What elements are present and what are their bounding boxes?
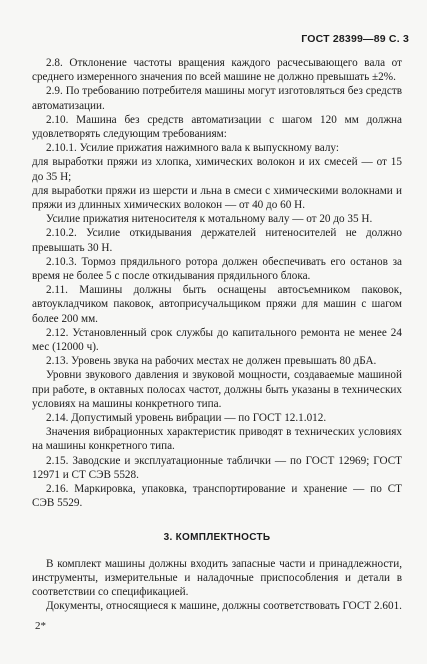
- paragraph-2-10: 2.10. Машина без средств автоматизации с шагом 120 мм должна удовлетворять следующим требованиям:: [32, 113, 402, 141]
- section-title: 3. КОМПЛЕКТНОСТЬ: [163, 531, 271, 543]
- paragraph-2-13: 2.13. Уровень звука на рабочих местах не должен превышать 80 дБА.: [46, 355, 377, 368]
- paragraph-sound-levels: Уровни звукового давления и звуковой мощности, создаваемые машиной при работе, в октавных полосах частот, должны быть указаны в технических условиях на машины конкретного типа.: [32, 369, 402, 410]
- paragraph-wool: для выработки пряжи из шерсти и льна в смеси с химическими волокнами и пряжи из длинных химических волокон — от 40 до 60 Н.: [32, 184, 402, 212]
- paragraph-nitenositel: Усилие прижатия нитеносителя к мотальному валу — от 20 до 35 Н.: [46, 213, 373, 226]
- page-header: ГОСТ 28399—89 С. 3: [301, 33, 409, 45]
- paragraph-2-9: 2.9. По требованию потребителя машины могут изготовляться без средств автоматизации.: [32, 85, 402, 112]
- paragraph-2-10-2: 2.10.2. Усилие откидывания держателей нитеносителей не должно превышать 30 Н.: [32, 227, 402, 254]
- paragraph-2-8: 2.8. Отклонение частоты вращения каждого расчесывающего вала от среднего измеренного значения по всей машине не должно превышать ±2%.: [32, 57, 402, 84]
- document-body: [32, 56, 402, 614]
- paragraph-2-16: 2.16. Маркировка, упаковка, транспортирование и хранение — по СТ СЭВ 5529.: [32, 483, 402, 510]
- paragraph-documents: Документы, относящиеся к машине, должны соответствовать ГОСТ 2.601.: [46, 600, 402, 613]
- paragraph-2-14: 2.14. Допустимый уровень вибрации — по ГОСТ 12.1.012.: [46, 412, 327, 425]
- paragraph-komplekt: В комплект машины должны входить запасные части и принадлежности, инструменты, измерительные и наладочные приспособления и детали в соответствии со спецификацией.: [32, 557, 402, 599]
- paragraph-2-10-3: 2.10.3. Тормоз прядильного ротора должен обеспечивать его останов за время не более 5 с после откидывания прядильного блока.: [32, 255, 402, 283]
- paragraph-cotton: для выработки пряжи из хлопка, химических волокон и их смесей — от 15 до 35 Н;: [32, 156, 402, 183]
- page-number: 2*: [35, 620, 46, 632]
- paragraph-2-10-1: 2.10.1. Усилие прижатия нажимного вала к выпускному валу:: [46, 142, 339, 155]
- paragraph-2-12: 2.12. Установленный срок службы до капитального ремонта не менее 24 мес (12000 ч).: [32, 326, 402, 354]
- paragraph-vibration: Значения вибрационных характеристик приводят в технических условиях на машины конкретного типа.: [32, 426, 402, 453]
- paragraph-2-11: 2.11. Машины должны быть оснащены автосъемником паковок, автоукладчиком паковок, автоприсучальщиком пряжи для машин с шагом более 200 мм.: [32, 284, 402, 325]
- paragraph-2-15: 2.15. Заводские и эксплуатационные таблички — по ГОСТ 12969; ГОСТ 12971 и СТ СЭВ 5528.: [32, 454, 402, 481]
